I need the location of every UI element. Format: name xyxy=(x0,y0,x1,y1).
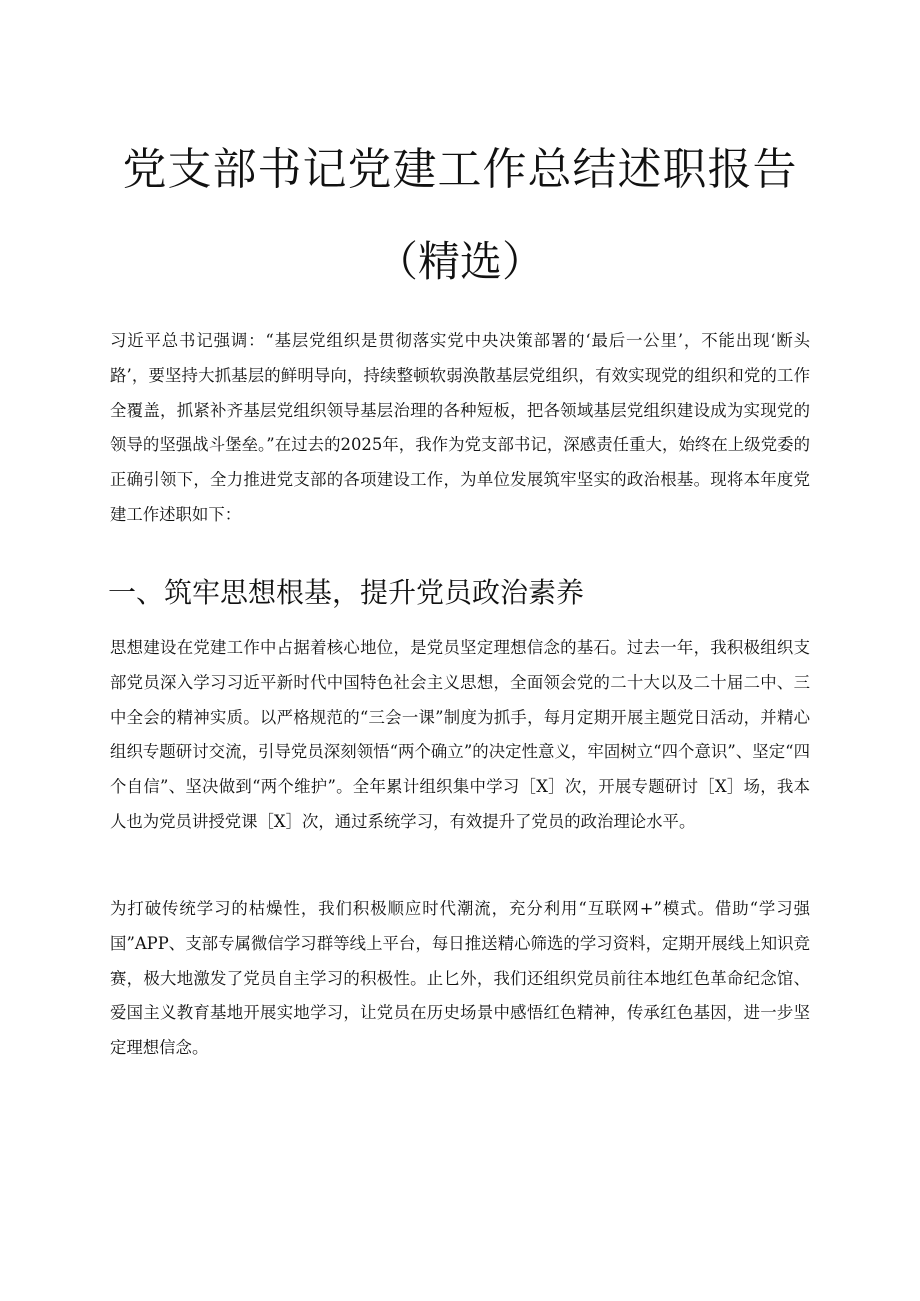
document-subtitle: （精选） xyxy=(375,237,544,286)
document-title: 党支部书记党建工作总结述职报告 xyxy=(122,144,798,195)
section-1-paragraph-2: 为打破传统学习的枯燥性，我们积极顺应时代潮流，充分利用“互联网+”模式。借助“学习强国”APP、支部专属微信学习群等线上平台，每日推送精心筛选的学习资料，定期开展线上知识竞赛，极大地激发了党员自主学习的积极性。止匕外，我们还组织党员前往本地红色革命纪念馆、爱国主义教育基地开展实地学习，让党员在历史场景中感悟红色精神，传承红色基因，进一步坚定理想信念。 xyxy=(110,899,810,1058)
section-1-paragraph-1: 思想建设在党建工作中占据着核心地位，是党员坚定理想信念的基石。过去一年，我积极组织支部党员深入学习习近平新时代中国特色社会主义思想，全面领会党的二十大以及二十届二中、三中全会的精神实质。以严格规范的“三会一课”制度为抓手，每月定期开展主题党日活动，并精心组织专题研讨交流，引导党员深刻领悟“两个确立”的决定性意义，牢固树立“四个意识”、坚定“四个自信”、坚决做到“两个维护”。全年累计组织集中学习［X］次，开展专题研讨［X］场，我本人也为党员讲授党课［X］次，通过系统学习，有效提升了党员的政治理论水平。 xyxy=(110,638,810,831)
intro-paragraph: 习近平总书记强调：“基层党组织是贯彻落实党中央决策部署的‘最后一公里’，不能出现‘断头路’，要坚持大抓基层的鲜明导向，持续整顿软弱涣散基层党组织，有效实现党的组织和党的工作全覆盖，抓紧补齐基层党组织领导基层治理的各种短板，把各领域基层党组织建设成为实现党的领导的坚强战斗堡垒。”在过去的2025年，我作为党支部书记，深感责任重大，始终在上级党委的正确引领下，全力推进党支部的各项建设工作，为单位发展筑牢坚实的政治根基。现将本年度党建工作述职如下： xyxy=(110,331,810,524)
section-1-heading: 一、筑牢思想根基，提升党员政治素养 xyxy=(108,576,585,609)
